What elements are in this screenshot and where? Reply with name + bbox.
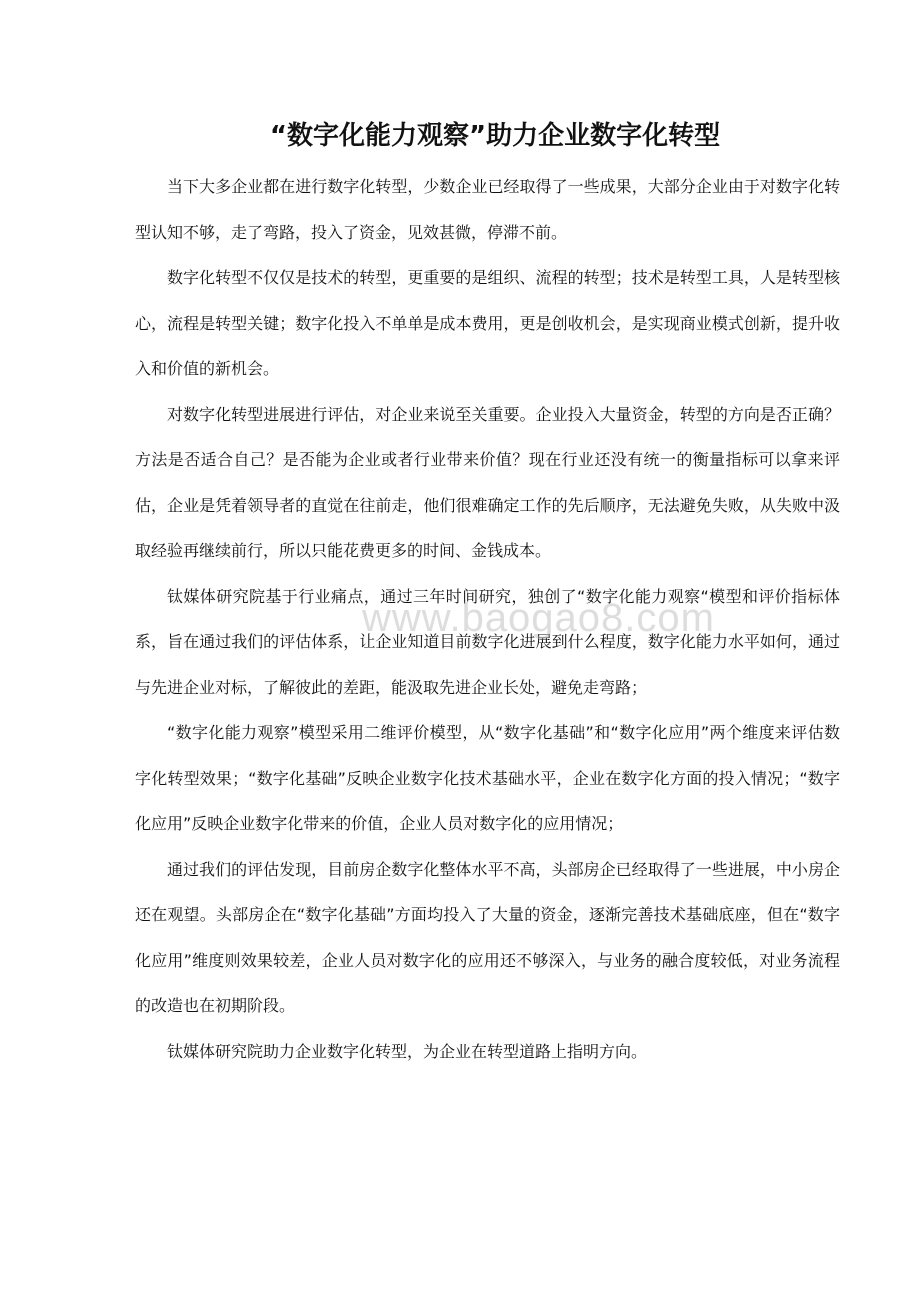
paragraph-3: 对数字化转型进展进行评估，对企业来说至关重要。企业投入大量资金，转型的方向是否正确？方法是否适合自己？是否能为企业或者行业带来价值？现在行业还没有统一的衡量指标可以拿来评估，企业是凭着领导者的直觉在往前走，他们很难确定工作的先后顺序，无法避免失败，从失败中汲取经验再继续前行，所以只能花费更多的时间、金钱成本。 (135, 404, 840, 560)
document-title: “数字化能力观察”助力企业数字化转型 (269, 121, 721, 151)
paragraph-6: 通过我们的评估发现，目前房企数字化整体水平不高，头部房企已经取得了一些进展，中小房企还在观望。头部房企在“数字化基础”方面均投入了大量的资金，逐渐完善技术基础底座，但在“数字化应用”维度则效果较差，企业人员对数字化的应用还不够深入，与业务的融合度较低，对业务流程的改造也在初期阶段。 (135, 859, 840, 1015)
paragraph-2: 数字化转型不仅仅是技术的转型，更重要的是组织、流程的转型；技术是转型工具，人是转型核心，流程是转型关键；数字化投入不单单是成本费用，更是创收机会，是实现商业模式创新，提升收入和价值的新机会。 (135, 268, 840, 378)
paragraph-1: 当下大多企业都在进行数字化转型，少数企业已经取得了一些成果，大部分企业由于对数字化转型认知不够，走了弯路，投入了资金，见效甚微，停滞不前。 (135, 177, 840, 242)
paragraph-5: “数字化能力观察”模型采用二维评价模型，从“数字化基础”和“数字化应用”两个维度来评估数字化转型效果；“数字化基础”反映企业数字化技术基础水平，企业在数字化方面的投入情况；“数字化应用”反映企业数字化带来的价值，企业人员对数字化的应用情况； (135, 723, 840, 833)
paragraph-4: 钛媒体研究院基于行业痛点，通过三年时间研究，独创了“数字化能力观察“模型和评价指标体系，旨在通过我们的评估体系，让企业知道目前数字化进展到什么程度，数字化能力水平如何，通过与先进企业对标，了解彼此的差距，能汲取先进企业长处，避免走弯路； (135, 586, 840, 697)
document-body (135, 164, 840, 1074)
paragraph-7: 钛媒体研究院助力企业数字化转型，为企业在转型道路上指明方向。 (167, 1041, 648, 1061)
watermark: www.baogao8.com (362, 596, 715, 640)
